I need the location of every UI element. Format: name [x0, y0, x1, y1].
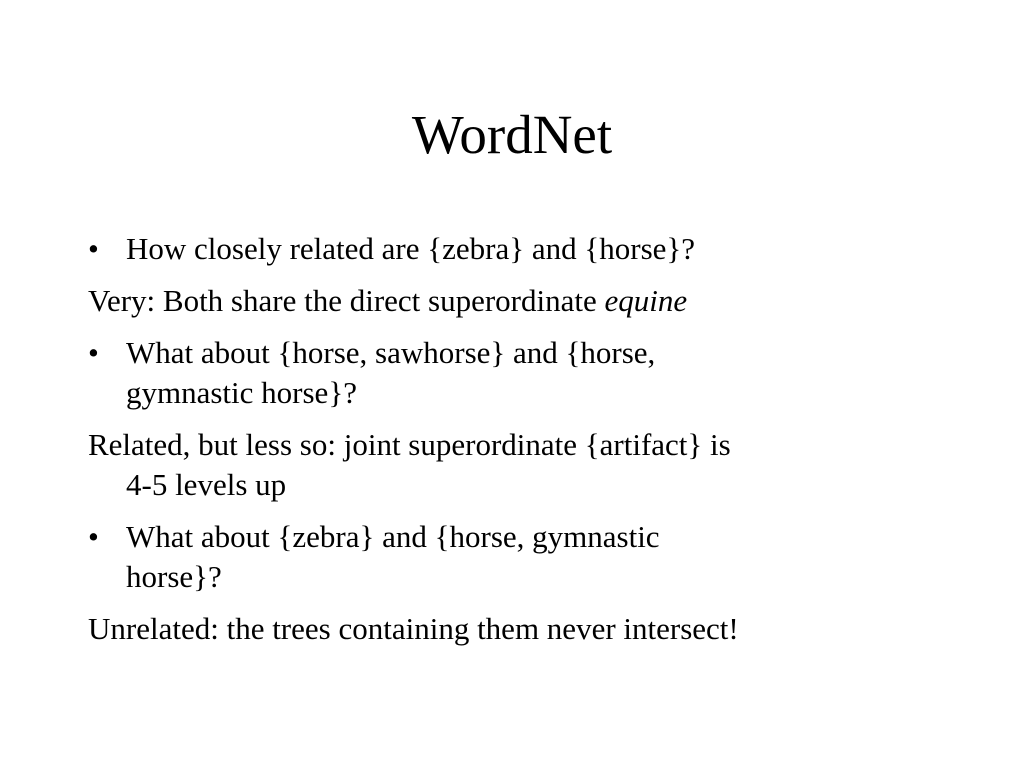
answer-emphasis: equine	[604, 283, 688, 318]
slide-body	[88, 229, 968, 661]
bullet-icon: •	[88, 519, 99, 554]
slide-title: WordNet	[411, 104, 613, 165]
bullet-icon: •	[88, 231, 99, 266]
bullet-item	[88, 517, 968, 597]
bullet-item	[88, 333, 968, 413]
answer-text-line: Related, but less so: joint superordinate {artifact} is	[88, 427, 731, 462]
bullet-icon: •	[88, 335, 99, 370]
answer-item	[88, 425, 968, 505]
answer-text-line: 4-5 levels up	[126, 467, 287, 502]
bullet-text-line: gymnastic horse}?	[126, 375, 357, 410]
answer-text: Very: Both share the direct superordinate	[88, 283, 605, 318]
bullet-text-line: How closely related are {zebra} and {horse}?	[126, 231, 696, 266]
answer-item	[88, 609, 968, 649]
bullet-text-line: What about {horse, sawhorse} and {horse,	[126, 335, 656, 370]
bullet-text-line: horse}?	[126, 559, 222, 594]
answer-item	[88, 281, 968, 321]
bullet-text-line: What about {zebra} and {horse, gymnastic	[126, 519, 660, 554]
answer-text-line: Unrelated: the trees containing them never intersect!	[88, 611, 739, 646]
bullet-item	[88, 229, 968, 269]
